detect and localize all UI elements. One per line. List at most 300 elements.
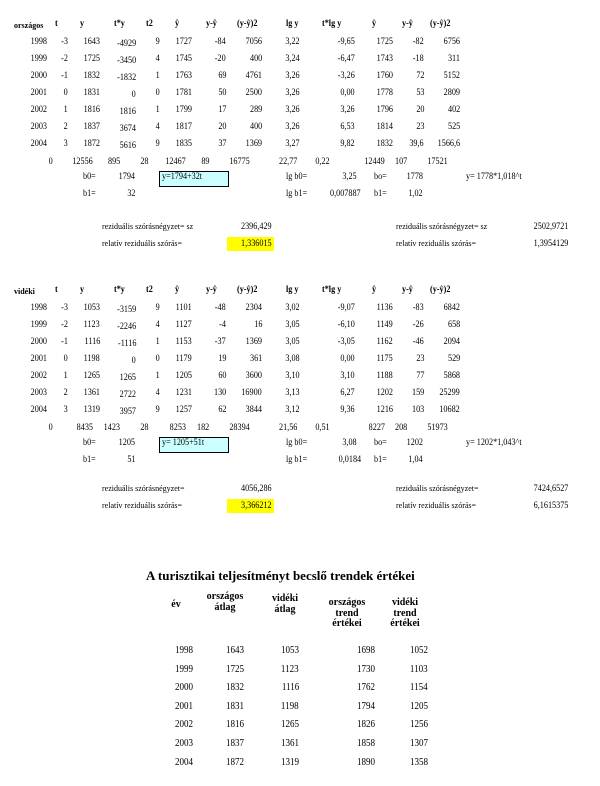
section2-residual-variance: 4056,286 <box>241 484 272 494</box>
summary-cell: 1832 <box>225 682 244 694</box>
section1-cell: 2001 <box>30 88 47 98</box>
section2-cell: -37 <box>215 337 226 347</box>
section2-cell: 1265 <box>83 371 100 381</box>
section1-total: 89 <box>200 157 209 167</box>
summary-header-4: vidéki trend értékei <box>390 597 420 629</box>
summary-cell: 1103 <box>410 663 428 675</box>
section1-cell: 3,24 <box>285 54 300 64</box>
summary-cell: 1837 <box>225 738 244 749</box>
section1-cell: -9,65 <box>337 37 355 47</box>
summary-cell: 1116 <box>281 682 299 694</box>
section2-cell: 6,27 <box>340 388 355 398</box>
section1-label: országos <box>14 21 44 30</box>
section2-header-7: lg y <box>286 285 299 295</box>
section1-cell: -82 <box>413 37 424 47</box>
section1-exponential-equation: y= 1778*1,018^t <box>466 172 522 182</box>
section1-total: 12449 <box>364 157 385 167</box>
section2-total: 8227 <box>368 423 385 433</box>
section1-cell: -1 <box>61 71 68 81</box>
section2-cell: 1116 <box>84 337 100 347</box>
section2-cell: -3,05 <box>337 337 355 347</box>
section1-cell: 1725 <box>376 37 393 47</box>
section2-total: 51973 <box>427 423 448 433</box>
section2-cell: 62 <box>217 405 226 415</box>
section1-cell: 72 <box>415 71 424 81</box>
section2-cell: 159 <box>411 388 424 398</box>
section2-cell: 9,36 <box>340 405 355 415</box>
section1-cell: 311 <box>448 54 460 64</box>
section1-b1: 32 <box>126 189 135 199</box>
summary-cell: 1358 <box>409 756 428 768</box>
summary-cell: 1256 <box>409 719 428 731</box>
section1-cell: 3,27 <box>285 139 300 149</box>
section2-cell: 2094 <box>443 337 460 347</box>
section2-cell: 1 <box>155 337 160 347</box>
section1-header-4: ŷ <box>175 19 180 29</box>
section1-cell: 20 <box>415 105 424 115</box>
section2-cell: 2304 <box>245 303 262 313</box>
section2-cell: 529 <box>447 354 460 364</box>
section2-cell: -4 <box>219 320 226 330</box>
section2-cell: 361 <box>249 354 262 364</box>
section1-cell: 2004 <box>30 139 47 149</box>
section1-cell: 400 <box>249 122 262 132</box>
section1-cell: 1781 <box>175 88 192 98</box>
section1-cell: 69 <box>217 71 226 81</box>
section2-cell: -48 <box>215 303 226 313</box>
section1-cell: 3674 <box>119 124 136 134</box>
section2-cell: 1361 <box>83 388 100 398</box>
section1-cell: 525 <box>447 122 460 132</box>
summary-header-3: országos trend értékei <box>328 597 366 629</box>
section1-cell: 0 <box>63 88 68 98</box>
section1-cell: 289 <box>249 105 262 115</box>
section2-cell: 6842 <box>443 303 460 313</box>
section1-cell: 1835 <box>175 139 192 149</box>
section2-exponential-equation: y= 1202*1,043^t <box>466 438 522 448</box>
section1-header-11: (y-ŷ)2 <box>430 19 451 29</box>
section1-header-8: t*lg y <box>322 19 342 29</box>
section2-cell: 658 <box>447 320 460 330</box>
section2-bo: 1202 <box>406 438 423 448</box>
section1-cell: -20 <box>215 54 226 64</box>
section1-cell: 402 <box>447 105 460 115</box>
section1-total: 0 <box>48 157 53 167</box>
summary-cell: 1826 <box>356 719 375 731</box>
section1-cell: 20 <box>217 122 226 132</box>
summary-cell: 2000 <box>174 682 193 694</box>
section1-cell: 2809 <box>443 88 460 98</box>
section2-cell: 0 <box>155 354 160 364</box>
section1-cell: 1998 <box>30 37 47 47</box>
section1-cell: 23 <box>415 122 424 132</box>
section1-cell: 1745 <box>175 54 192 64</box>
section2-total: 208 <box>394 423 407 433</box>
section1-cell: 400 <box>249 54 262 64</box>
summary-cell: 2004 <box>174 756 193 768</box>
section1-header-6: (y-ŷ)2 <box>237 19 258 29</box>
section2-cell: -6,10 <box>337 320 355 330</box>
section1-b1-label: b1= <box>83 189 96 199</box>
summary-cell: 1872 <box>225 756 244 768</box>
section1-total: 12467 <box>165 157 186 167</box>
section1-residual-variance-exp: 2502,9721 <box>533 222 568 232</box>
section1-cell: 3 <box>63 139 68 149</box>
section1-cell: 5152 <box>443 71 460 81</box>
section2-cell: 2003 <box>30 388 47 398</box>
section1-cell: 1999 <box>30 54 47 64</box>
section1-b0: 1794 <box>118 172 135 182</box>
section1-cell: 1816 <box>83 105 100 115</box>
section2-cell: -83 <box>413 303 424 313</box>
summary-cell: 1858 <box>356 738 375 749</box>
section1-residual-variance-exp-label: reziduális szórásnégyzet= sz <box>396 222 488 231</box>
section1-cell: -3450 <box>116 56 136 66</box>
section1-total: 895 <box>107 157 120 167</box>
section1-cell: 1832 <box>376 139 393 149</box>
section2-relative-residual-exp-label: relatív reziduális szórás= <box>396 501 477 510</box>
section1-header-2: t*y <box>114 19 125 29</box>
section2-cell: -2 <box>61 320 68 330</box>
section2-cell: 1 <box>63 371 68 381</box>
section1-cell: 0 <box>131 90 136 100</box>
section1-relative-residual: 1,336015 <box>241 239 272 249</box>
section2-cell: 16900 <box>241 388 262 398</box>
section2-cell: 25299 <box>439 388 460 398</box>
section2-lgb0-label: lg b0= <box>286 438 308 448</box>
section1-b1b-label: b1= <box>374 189 387 199</box>
section1-cell: 4 <box>155 122 160 132</box>
summary-cell: 1643 <box>225 645 244 656</box>
section1-cell: -6,47 <box>337 54 355 64</box>
section1-cell: 1566,6 <box>437 139 460 149</box>
section1-header-1: y <box>80 19 85 29</box>
section2-cell: 3,10 <box>340 371 355 381</box>
summary-cell: 1052 <box>409 645 428 656</box>
summary-title: A turisztikai teljesítményt becslő trendek értékei <box>146 568 415 583</box>
section2-cell: -1 <box>61 337 68 347</box>
section1-cell: 1763 <box>175 71 192 81</box>
section2-cell: 60 <box>217 371 226 381</box>
summary-header-1: országos átlag <box>206 591 244 613</box>
section1-lgb1: 0,007887 <box>330 189 361 199</box>
section1-cell: 1725 <box>83 54 100 64</box>
section2-header-1: y <box>80 285 85 295</box>
section1-cell: 5616 <box>119 141 136 151</box>
section2-cell: 3600 <box>245 371 262 381</box>
section1-cell: 1760 <box>376 71 393 81</box>
section1-total: 12556 <box>72 157 93 167</box>
section1-cell: 9 <box>155 37 160 47</box>
summary-cell: 1998 <box>174 645 193 656</box>
section2-cell: -2246 <box>116 322 136 332</box>
section2-cell: 0 <box>131 356 136 366</box>
summary-header-2: vidéki átlag <box>271 593 299 615</box>
section1-cell: -18 <box>413 54 424 64</box>
section1-cell: 1831 <box>83 88 100 98</box>
section2-cell: -46 <box>413 337 424 347</box>
summary-cell: 1319 <box>280 756 299 768</box>
section1-cell: 6756 <box>443 37 460 47</box>
summary-cell: 1053 <box>280 645 299 656</box>
section1-header-3: t2 <box>146 19 153 29</box>
section1-lgb1-label: lg b1= <box>286 189 308 199</box>
section1-cell: 1817 <box>175 122 192 132</box>
section2-total: 182 <box>196 423 209 433</box>
section2-total: 28 <box>139 423 148 433</box>
section1-b0-label: b0= <box>83 172 96 182</box>
section1-relative-residual-exp: 1,3954129 <box>533 239 568 249</box>
section1-cell: -2 <box>61 54 68 64</box>
summary-cell: 1890 <box>356 756 375 768</box>
section2-cell: -3159 <box>116 305 136 315</box>
section2-cell: 1123 <box>83 320 100 330</box>
section1-cell: 4 <box>155 54 160 64</box>
section2-total: 8435 <box>76 423 93 433</box>
section2-cell: 0 <box>63 354 68 364</box>
section1-header-9: ŷ <box>372 19 377 29</box>
section1-cell: 1832 <box>83 71 100 81</box>
section1-cell: 1369 <box>245 139 262 149</box>
section1-cell: 3,26 <box>285 71 300 81</box>
section2-cell: 1369 <box>245 337 262 347</box>
section2-cell: -1116 <box>117 339 136 349</box>
section1-cell: 3,26 <box>340 105 355 115</box>
summary-cell: 1361 <box>280 738 299 749</box>
section1-cell: 37 <box>217 139 226 149</box>
section1-cell: 0,00 <box>340 88 355 98</box>
section1-header-10: y-ŷ <box>402 19 413 29</box>
section2-cell: -26 <box>413 320 424 330</box>
section2-total: 0,51 <box>315 423 330 433</box>
section2-cell: 77 <box>415 371 424 381</box>
section2-lgb1-label: lg b1= <box>286 455 308 465</box>
section2-total: 28394 <box>229 423 250 433</box>
section1-cell: -4929 <box>116 39 136 49</box>
section2-lgb0: 3,08 <box>342 438 357 448</box>
section1-total: 22,77 <box>278 157 297 167</box>
section2-cell: 2004 <box>30 405 47 415</box>
section1-cell: 1837 <box>83 122 100 132</box>
section1-cell: 39,6 <box>409 139 424 149</box>
section2-label: vidéki <box>14 287 35 296</box>
section2-cell: 1 <box>155 371 160 381</box>
section2-cell: 23 <box>415 354 424 364</box>
summary-cell: 1762 <box>356 682 375 694</box>
section2-cell: 1153 <box>175 337 192 347</box>
section2-residual-variance-exp: 7424,6527 <box>533 484 568 494</box>
summary-cell: 1831 <box>225 700 244 712</box>
section2-cell: 3,02 <box>285 303 300 313</box>
summary-cell: 1999 <box>174 663 193 675</box>
section2-cell: 16 <box>253 320 262 330</box>
section2-header-10: y-ŷ <box>402 285 413 295</box>
section2-cell: 1127 <box>175 320 192 330</box>
section1-total: 16775 <box>229 157 250 167</box>
section2-cell: -9,07 <box>337 303 355 313</box>
section2-cell: 1216 <box>376 405 393 415</box>
section2-cell: 3,10 <box>285 371 300 381</box>
section2-cell: 1999 <box>30 320 47 330</box>
section1-cell: 1816 <box>119 107 136 117</box>
section1-cell: 3,26 <box>285 105 300 115</box>
section2-header-0: t <box>55 285 58 295</box>
section1-cell: 3,26 <box>285 88 300 98</box>
section2-cell: 2722 <box>119 390 136 400</box>
section1-cell: 0 <box>155 88 160 98</box>
section2-cell: 1179 <box>175 354 192 364</box>
section1-cell: 1 <box>155 71 160 81</box>
section1-total: 107 <box>394 157 407 167</box>
section1-cell: 1778 <box>376 88 393 98</box>
section1-cell: 9 <box>155 139 160 149</box>
section2-cell: 10682 <box>439 405 460 415</box>
section1-cell: 6,53 <box>340 122 355 132</box>
section2-cell: -3 <box>61 303 68 313</box>
section2-header-8: t*lg y <box>322 285 342 295</box>
summary-cell: 1265 <box>280 719 299 731</box>
section2-header-5: y-ŷ <box>206 285 217 295</box>
section2-cell: 9 <box>155 405 160 415</box>
summary-cell: 1198 <box>281 700 299 712</box>
section2-cell: 103 <box>411 405 424 415</box>
section2-cell: 1162 <box>376 337 393 347</box>
section1-bo-label: bo= <box>374 172 387 182</box>
section1-cell: 2500 <box>245 88 262 98</box>
section2-cell: 3,05 <box>285 337 300 347</box>
section2-relative-residual: 3,366212 <box>241 501 272 511</box>
section2-cell: 3,08 <box>285 354 300 364</box>
section2-b0: 1205 <box>118 438 135 448</box>
section2-cell: 0,00 <box>340 354 355 364</box>
section1-cell: 1 <box>155 105 160 115</box>
section1-total: 28 <box>139 157 148 167</box>
section2-cell: 1257 <box>175 405 192 415</box>
summary-cell: 1205 <box>409 700 428 712</box>
section1-cell: 1643 <box>83 37 100 47</box>
section1-cell: 1796 <box>376 105 393 115</box>
summary-cell: 1123 <box>281 663 299 675</box>
section1-cell: 1743 <box>376 54 393 64</box>
section1-relative-residual-exp-label: relatív reziduális szórás= <box>396 239 477 248</box>
section2-b0-label: b0= <box>83 438 96 448</box>
section1-cell: -3,26 <box>337 71 355 81</box>
section2-residual-variance-exp-label: reziduális szórásnégyzet= <box>396 484 479 493</box>
section1-cell: 3,26 <box>285 122 300 132</box>
section2-lgb1: 0,0184 <box>338 455 361 465</box>
summary-cell: 1730 <box>356 663 375 675</box>
summary-cell: 1154 <box>410 682 428 694</box>
section2-cell: 5868 <box>443 371 460 381</box>
summary-cell: 1698 <box>356 645 375 656</box>
section1-cell: 2000 <box>30 71 47 81</box>
section2-cell: 1188 <box>376 371 393 381</box>
section1-cell: -3 <box>61 37 68 47</box>
section2-b1b-label: b1= <box>374 455 387 465</box>
section2-total: 0 <box>48 423 53 433</box>
section2-cell: 4 <box>155 388 160 398</box>
section2-header-11: (y-ŷ)2 <box>430 285 451 295</box>
section1-total: 17521 <box>427 157 448 167</box>
section2-cell: 1205 <box>175 371 192 381</box>
section2-cell: 1149 <box>376 320 393 330</box>
section2-cell: 130 <box>213 388 226 398</box>
section1-cell: 1 <box>63 105 68 115</box>
section2-b1-label: b1= <box>83 455 96 465</box>
section2-total: 1423 <box>103 423 120 433</box>
section2-cell: 3957 <box>119 407 136 417</box>
section2-total: 8253 <box>169 423 186 433</box>
section2-header-9: ŷ <box>372 285 377 295</box>
section2-cell: 2000 <box>30 337 47 347</box>
section1-cell: 2 <box>63 122 68 132</box>
section2-header-6: (y-ŷ)2 <box>237 285 258 295</box>
section2-relative-residual-exp: 6,1615375 <box>533 501 568 511</box>
section1-cell: 1872 <box>83 139 100 149</box>
section2-cell: 1101 <box>175 303 192 313</box>
summary-cell: 1307 <box>409 738 428 749</box>
section1-header-0: t <box>55 19 58 29</box>
section1-relative-residual-label: relatív reziduális szórás= <box>102 239 183 248</box>
section1-cell: 3,22 <box>285 37 300 47</box>
section1-cell: 2002 <box>30 105 47 115</box>
section2-cell: 2 <box>63 388 68 398</box>
section1-cell: 17 <box>217 105 226 115</box>
section2-cell: 4 <box>155 320 160 330</box>
section2-header-4: ŷ <box>175 285 180 295</box>
section2-total: 21,56 <box>278 423 297 433</box>
summary-cell: 1816 <box>225 719 244 731</box>
section1-cell: 9,82 <box>340 139 355 149</box>
section2-header-3: t2 <box>146 285 153 295</box>
summary-cell: 1725 <box>225 663 244 675</box>
section1-residual-variance: 2396,429 <box>241 222 272 232</box>
section2-cell: 9 <box>155 303 160 313</box>
section1-cell: 2003 <box>30 122 47 132</box>
section2-cell: 3,05 <box>285 320 300 330</box>
section1-header-5: y-ŷ <box>206 19 217 29</box>
section1-cell: 1814 <box>376 122 393 132</box>
section2-cell: 3,13 <box>285 388 300 398</box>
section2-cell: 1198 <box>83 354 100 364</box>
section1-cell: -84 <box>215 37 226 47</box>
section2-cell: 1136 <box>376 303 393 313</box>
summary-cell: 2002 <box>174 719 193 731</box>
section1-residual-variance-label: reziduális szórásnégyzet= sz <box>102 222 194 231</box>
summary-cell: 2001 <box>174 700 193 712</box>
section2-residual-variance-label: reziduális szórásnégyzet= <box>102 484 185 493</box>
section2-cell: 2002 <box>30 371 47 381</box>
section1-header-7: lg y <box>286 19 299 29</box>
section2-cell: 1175 <box>376 354 393 364</box>
section2-cell: 1319 <box>83 405 100 415</box>
section1-b1b: 1,02 <box>408 189 423 199</box>
section1-cell: 7056 <box>245 37 262 47</box>
section2-cell: 3 <box>63 405 68 415</box>
section2-b1: 51 <box>126 455 135 465</box>
section1-lgb0: 3,25 <box>342 172 357 182</box>
summary-cell: 2003 <box>174 738 193 749</box>
section2-cell: 1053 <box>83 303 100 313</box>
section1-lgb0-label: lg b0= <box>286 172 308 182</box>
section2-cell: 1998 <box>30 303 47 313</box>
section1-total: 0,22 <box>315 157 330 167</box>
section2-bo-label: bo= <box>374 438 387 448</box>
section2-cell: 1231 <box>175 388 192 398</box>
section1-cell: 53 <box>415 88 424 98</box>
section2-cell: 2001 <box>30 354 47 364</box>
section2-header-2: t*y <box>114 285 125 295</box>
